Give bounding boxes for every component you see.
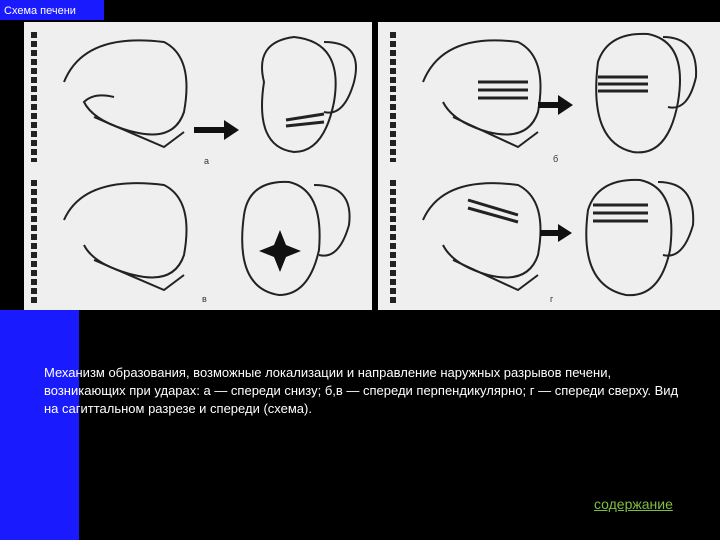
side-accent-bar bbox=[0, 310, 79, 540]
panel-g bbox=[378, 170, 720, 310]
figure-caption: Механизм образования, возможные локализации и направление наружных разрывов печени, возникающих при ударах: а — спереди снизу; б,в — спереди перпендикулярно; г — спереди сверху. Вид на сагиттальном разрезе и спереди (схема). bbox=[44, 365, 679, 416]
impact-arrow-icon bbox=[194, 120, 239, 140]
panel-label-v: в bbox=[202, 294, 207, 304]
rupture-star-icon bbox=[259, 230, 301, 272]
liver-figure bbox=[0, 20, 720, 310]
liver-front-icon bbox=[262, 37, 336, 152]
contents-link[interactable]: содержание bbox=[594, 496, 673, 512]
slide-title: Схема печени bbox=[0, 0, 104, 22]
panel-a bbox=[24, 22, 372, 170]
panel-v bbox=[24, 170, 372, 310]
liver-sagittal-icon bbox=[64, 40, 187, 134]
panel-label-b: б bbox=[553, 154, 559, 164]
panel-label-g: г bbox=[550, 294, 554, 304]
panel-a-drawing bbox=[24, 22, 372, 170]
panel-v-drawing bbox=[24, 170, 372, 310]
panel-b bbox=[378, 22, 720, 170]
panel-g-drawing bbox=[378, 170, 720, 310]
panel-b-drawing bbox=[378, 22, 720, 170]
panel-label-a: а bbox=[204, 156, 210, 166]
